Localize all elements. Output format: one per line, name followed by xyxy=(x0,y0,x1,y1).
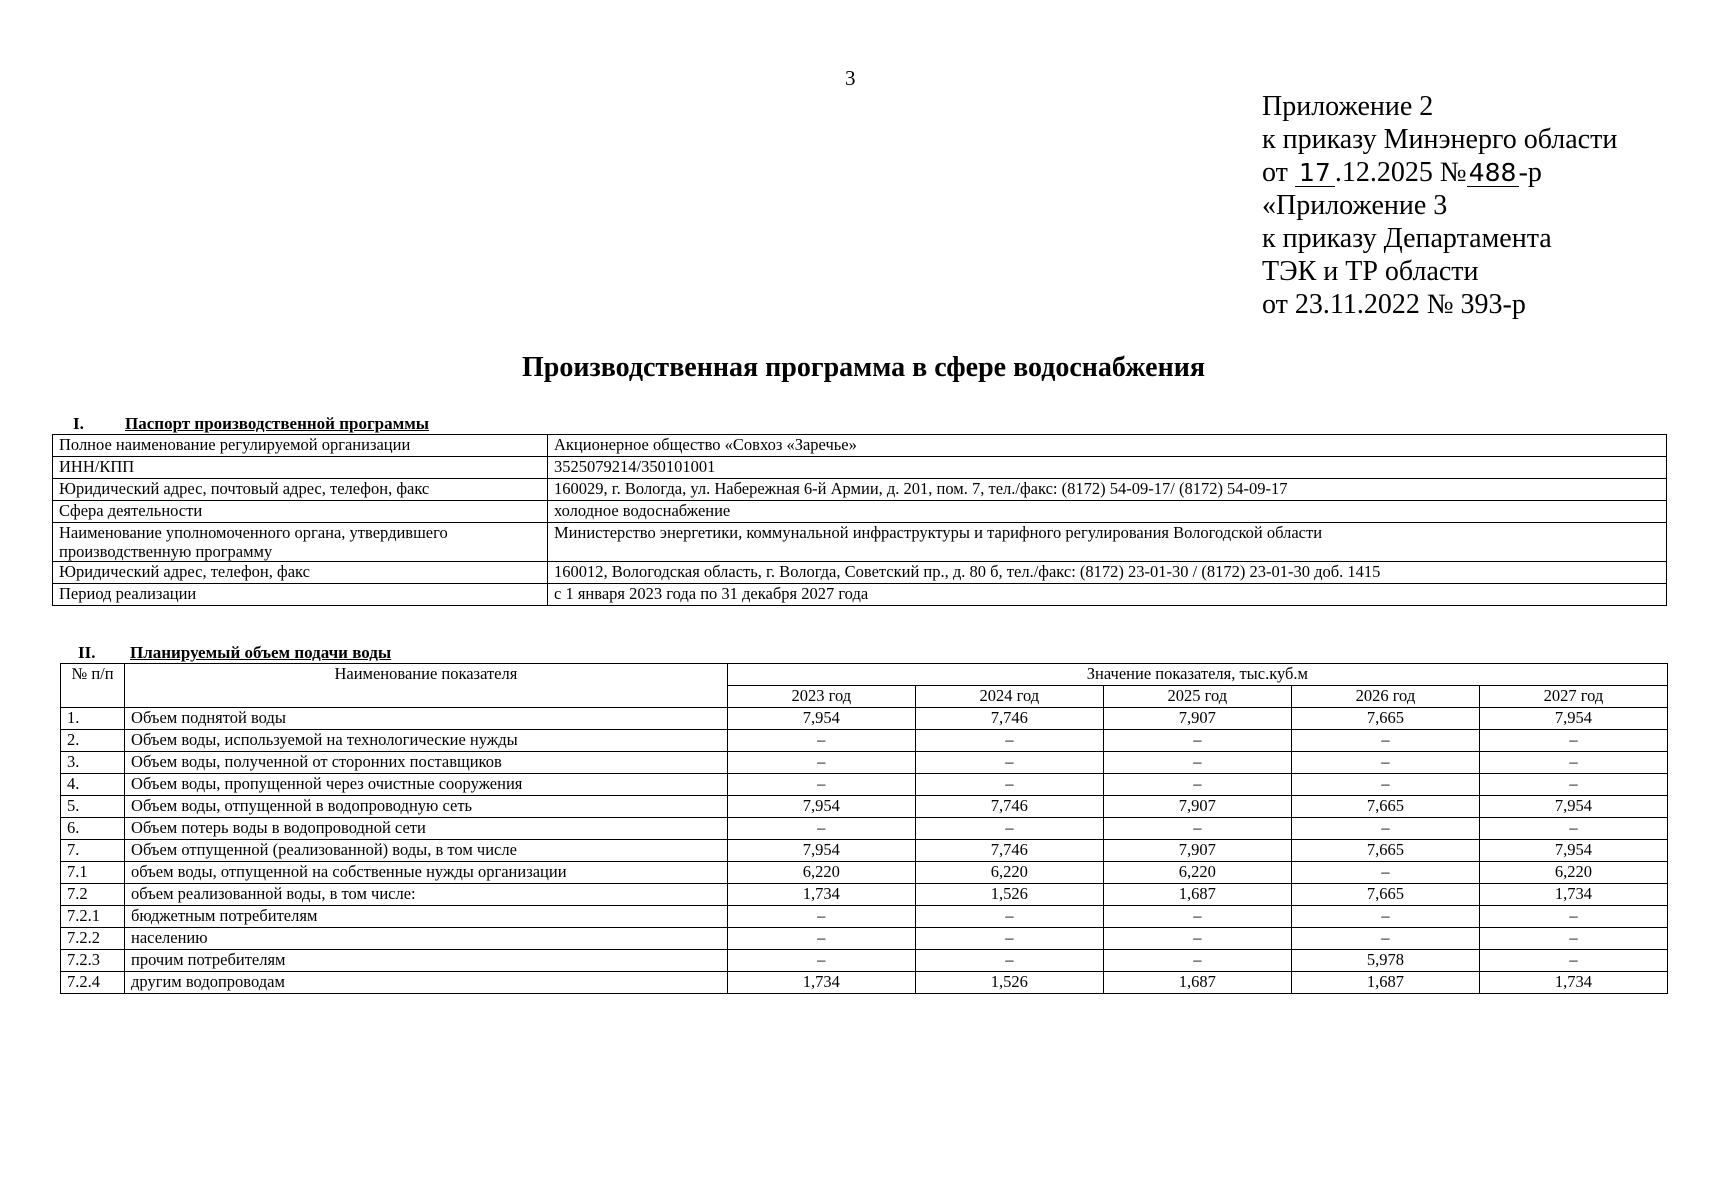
section-label: Паспорт производственной программы xyxy=(125,414,430,433)
passport-value: 160029, г. Вологда, ул. Набережная 6-й Армии, д. 201, пом. 7, тел./факс: (8172) 54-09-17/ (8172) 54-09-17 xyxy=(548,479,1667,501)
row-value: – xyxy=(1103,730,1291,752)
row-number: 7.2.3 xyxy=(61,950,125,972)
table-row xyxy=(61,950,1668,972)
row-value: 7,746 xyxy=(915,708,1103,730)
section-heading-supply xyxy=(78,643,391,663)
row-value: 1,734 xyxy=(727,884,915,906)
passport-value: 160012, Вологодская область, г. Вологда, Советский пр., д. 80 б, тел./факс: (8172) 23-01-30 / (8172) 23-01-30 доб. 1415 xyxy=(548,562,1667,584)
row-value: – xyxy=(1479,950,1667,972)
row-value: – xyxy=(1103,752,1291,774)
passport-value: 3525079214/350101001 xyxy=(548,457,1667,479)
row-value: – xyxy=(727,730,915,752)
row-value: 1,526 xyxy=(915,972,1103,994)
row-value: – xyxy=(915,774,1103,796)
table-row xyxy=(61,752,1668,774)
row-value: – xyxy=(1291,862,1479,884)
passport-key: Полное наименование регулируемой организации xyxy=(53,435,548,457)
column-header-year: 2025 год xyxy=(1103,686,1291,708)
table-row xyxy=(61,796,1668,818)
appendix-date-mid: .12.2025 № xyxy=(1334,157,1467,188)
row-value: 7,954 xyxy=(1479,796,1667,818)
row-indicator-name: объем реализованной воды, в том числе: xyxy=(125,884,728,906)
table-row xyxy=(61,972,1668,994)
row-number: 7. xyxy=(61,840,125,862)
row-value: – xyxy=(915,730,1103,752)
column-header-year: 2026 год xyxy=(1291,686,1479,708)
row-value: 7,665 xyxy=(1291,708,1479,730)
row-number: 7.2 xyxy=(61,884,125,906)
row-value: – xyxy=(1103,950,1291,972)
passport-table xyxy=(52,434,1667,606)
section-number: II. xyxy=(78,643,96,662)
row-indicator-name: населению xyxy=(125,928,728,950)
passport-row xyxy=(53,584,1667,606)
row-value: – xyxy=(727,906,915,928)
row-indicator-name: Объем воды, полученной от сторонних поставщиков xyxy=(125,752,728,774)
row-value: – xyxy=(1291,774,1479,796)
row-value: – xyxy=(1103,774,1291,796)
section-number: I. xyxy=(73,414,84,433)
row-value: 6,220 xyxy=(915,862,1103,884)
passport-row xyxy=(53,479,1667,501)
row-indicator-name: прочим потребителям xyxy=(125,950,728,972)
row-value: 1,526 xyxy=(915,884,1103,906)
row-value: – xyxy=(915,906,1103,928)
row-value: – xyxy=(1479,730,1667,752)
passport-row xyxy=(53,523,1667,562)
table-row xyxy=(61,906,1668,928)
row-value: 6,220 xyxy=(1479,862,1667,884)
passport-row xyxy=(53,435,1667,457)
table-row xyxy=(61,730,1668,752)
table-row xyxy=(61,840,1668,862)
row-value: 7,954 xyxy=(1479,708,1667,730)
passport-key: Период реализации xyxy=(53,584,548,606)
row-value: 7,665 xyxy=(1291,796,1479,818)
row-value: 7,954 xyxy=(727,708,915,730)
row-value: – xyxy=(1103,906,1291,928)
passport-value: Министерство энергетики, коммунальной инфраструктуры и тарифного регулирования Вологодской области xyxy=(548,523,1667,562)
row-value: – xyxy=(1479,928,1667,950)
page-number: 3 xyxy=(845,66,856,90)
appendix-line: к приказу Департамента xyxy=(1262,223,1552,254)
row-value: 7,907 xyxy=(1103,708,1291,730)
passport-row xyxy=(53,501,1667,523)
appendix-line: Приложение 2 xyxy=(1262,91,1434,122)
passport-key: Сфера деятельности xyxy=(53,501,548,523)
passport-value: с 1 января 2023 года по 31 декабря 2027 года xyxy=(548,584,1667,606)
row-value: – xyxy=(915,950,1103,972)
passport-row xyxy=(53,457,1667,479)
row-value: 7,954 xyxy=(727,796,915,818)
appendix-block xyxy=(1262,90,1617,321)
handwritten-day: 17 xyxy=(1295,160,1335,187)
row-indicator-name: другим водопроводам xyxy=(125,972,728,994)
column-header-value: Значение показателя, тыс.куб.м xyxy=(727,664,1667,686)
row-value: – xyxy=(915,818,1103,840)
row-number: 2. xyxy=(61,730,125,752)
row-value: – xyxy=(727,928,915,950)
row-value: – xyxy=(727,950,915,972)
passport-key: Юридический адрес, телефон, факс xyxy=(53,562,548,584)
table-row xyxy=(61,928,1668,950)
row-number: 7.2.1 xyxy=(61,906,125,928)
row-value: – xyxy=(1291,928,1479,950)
appendix-line: от 23.11.2022 № 393-р xyxy=(1262,289,1526,320)
row-value: – xyxy=(1291,818,1479,840)
row-value: 5,978 xyxy=(1291,950,1479,972)
row-indicator-name: бюджетным потребителям xyxy=(125,906,728,928)
row-value: 7,954 xyxy=(1479,840,1667,862)
row-value: – xyxy=(1479,774,1667,796)
column-header-year: 2023 год xyxy=(727,686,915,708)
row-value: 1,734 xyxy=(727,972,915,994)
row-indicator-name: Объем воды, пропущенной через очистные сооружения xyxy=(125,774,728,796)
row-value: 1,734 xyxy=(1479,884,1667,906)
table-row xyxy=(61,862,1668,884)
passport-row xyxy=(53,562,1667,584)
row-value: 7,746 xyxy=(915,796,1103,818)
row-value: – xyxy=(727,774,915,796)
row-value: 7,907 xyxy=(1103,840,1291,862)
row-value: – xyxy=(727,818,915,840)
row-value: – xyxy=(727,752,915,774)
row-value: – xyxy=(1291,906,1479,928)
table-row xyxy=(61,774,1668,796)
row-number: 5. xyxy=(61,796,125,818)
row-value: 6,220 xyxy=(727,862,915,884)
passport-key: ИНН/КПП xyxy=(53,457,548,479)
row-value: 1,687 xyxy=(1103,972,1291,994)
row-value: – xyxy=(1479,752,1667,774)
row-value: 7,907 xyxy=(1103,796,1291,818)
row-number: 1. xyxy=(61,708,125,730)
row-value: – xyxy=(1291,752,1479,774)
table-row xyxy=(61,818,1668,840)
row-indicator-name: Объем воды, отпущенной в водопроводную сеть xyxy=(125,796,728,818)
column-header-year: 2027 год xyxy=(1479,686,1667,708)
row-value: 1,734 xyxy=(1479,972,1667,994)
row-value: – xyxy=(915,752,1103,774)
section-label: Планируемый объем подачи воды xyxy=(130,643,392,662)
row-value: 7,954 xyxy=(727,840,915,862)
column-header-name: Наименование показателя xyxy=(125,664,728,708)
passport-key: Наименование уполномоченного органа, утвердившего производственную программу xyxy=(53,523,548,562)
row-number: 3. xyxy=(61,752,125,774)
table-row xyxy=(61,708,1668,730)
row-indicator-name: объем воды, отпущенной на собственные нужды организации xyxy=(125,862,728,884)
row-value: – xyxy=(1291,730,1479,752)
appendix-date-suffix: -р xyxy=(1518,157,1542,188)
row-number: 7.2.4 xyxy=(61,972,125,994)
row-value: 1,687 xyxy=(1291,972,1479,994)
row-value: – xyxy=(1479,906,1667,928)
row-value: – xyxy=(1103,928,1291,950)
passport-key: Юридический адрес, почтовый адрес, телефон, факс xyxy=(53,479,548,501)
row-value: 7,746 xyxy=(915,840,1103,862)
table-row xyxy=(61,884,1668,906)
row-value: – xyxy=(1479,818,1667,840)
row-value: 6,220 xyxy=(1103,862,1291,884)
handwritten-number: 488 xyxy=(1467,160,1519,187)
row-value: 1,687 xyxy=(1103,884,1291,906)
row-indicator-name: Объем отпущенной (реализованной) воды, в том числе xyxy=(125,840,728,862)
passport-value: холодное водоснабжение xyxy=(548,501,1667,523)
appendix-line: к приказу Минэнерго области xyxy=(1262,124,1618,155)
row-indicator-name: Объем потерь воды в водопроводной сети xyxy=(125,818,728,840)
row-indicator-name: Объем воды, используемой на технологические нужды xyxy=(125,730,728,752)
row-value: – xyxy=(915,928,1103,950)
row-value: 7,665 xyxy=(1291,884,1479,906)
row-value: 7,665 xyxy=(1291,840,1479,862)
row-value: – xyxy=(1103,818,1291,840)
appendix-date-prefix: от xyxy=(1262,157,1288,188)
section-heading-passport xyxy=(73,414,429,434)
document-title: Производственная программа в сфере водоснабжения xyxy=(521,352,1206,383)
row-number: 6. xyxy=(61,818,125,840)
appendix-date-line xyxy=(1262,156,1617,189)
passport-value: Акционерное общество «Совхоз «Заречье» xyxy=(548,435,1667,457)
row-number: 4. xyxy=(61,774,125,796)
row-number: 7.2.2 xyxy=(61,928,125,950)
supply-table xyxy=(60,663,1668,994)
appendix-line: ТЭК и ТР области xyxy=(1262,256,1479,287)
row-number: 7.1 xyxy=(61,862,125,884)
appendix-line: «Приложение 3 xyxy=(1262,190,1448,221)
column-header-year: 2024 год xyxy=(915,686,1103,708)
row-indicator-name: Объем поднятой воды xyxy=(125,708,728,730)
column-header-number: № п/п xyxy=(61,664,125,708)
